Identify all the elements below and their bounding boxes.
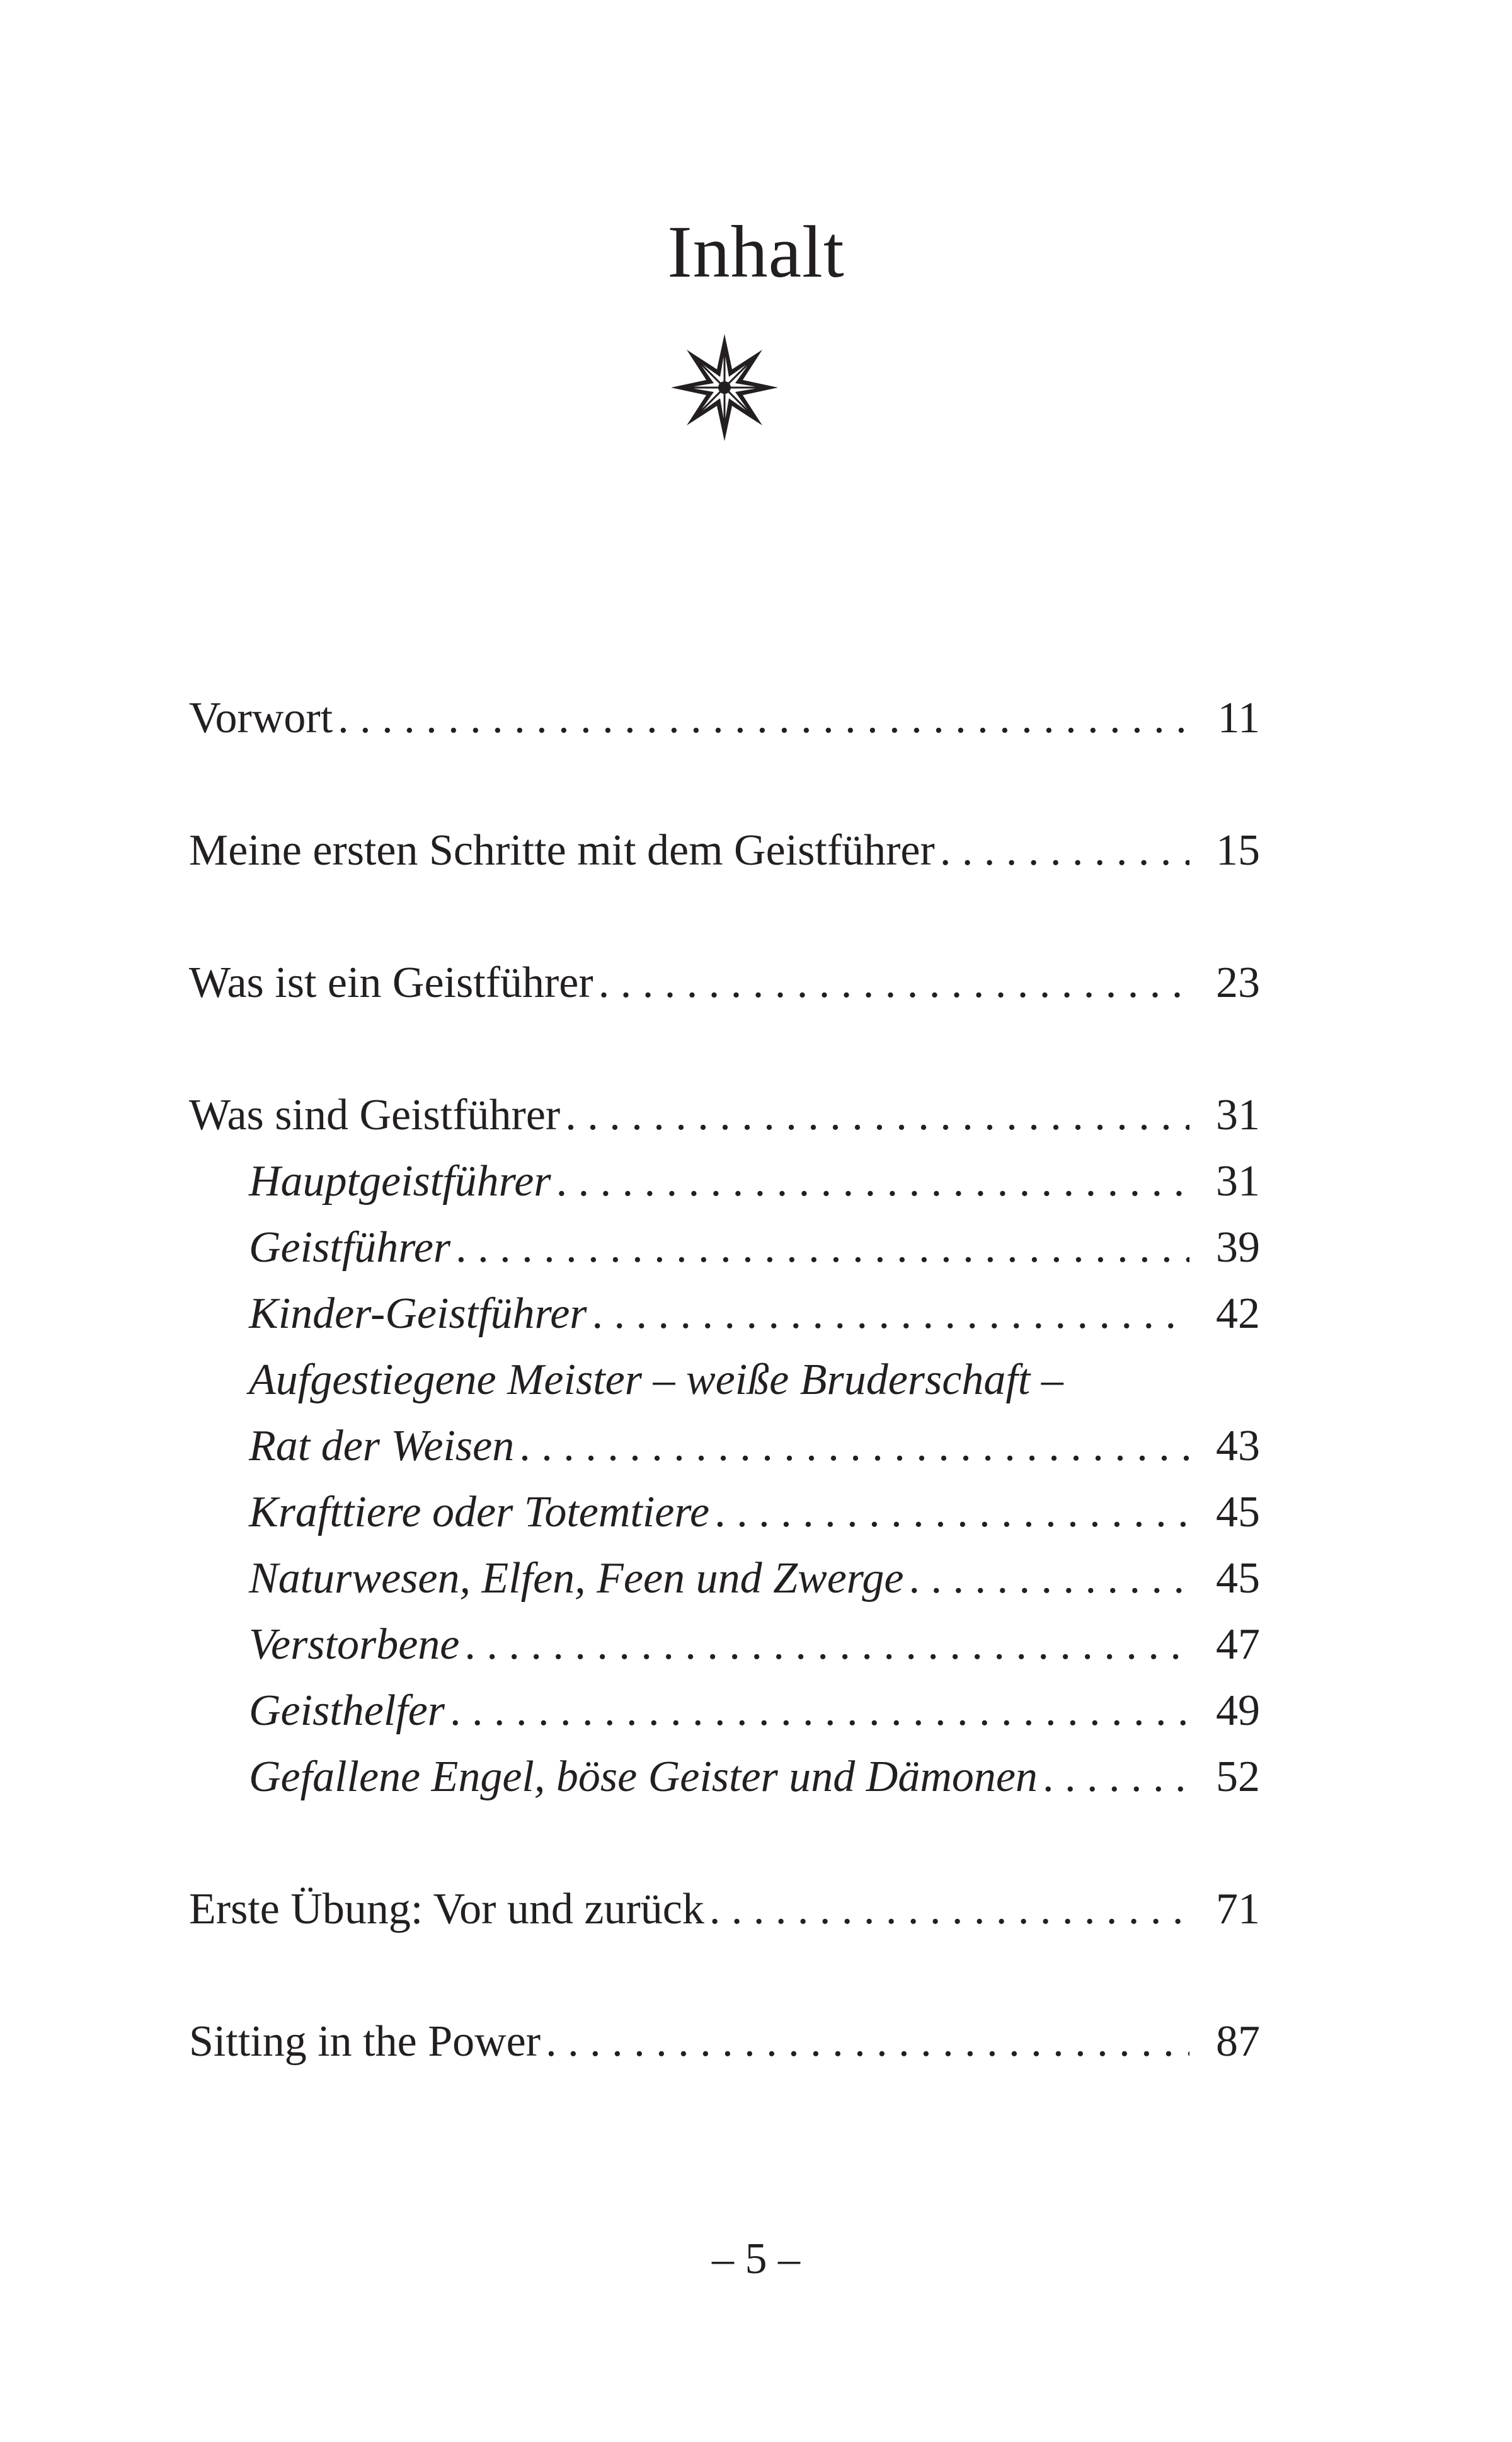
toc-dot-leader (1043, 1746, 1189, 1809)
toc-subentry-label: Geisthelfer (249, 1686, 445, 1735)
toc-entry-page: 23 (1216, 959, 1260, 1007)
toc-subentry[interactable] (249, 1679, 1260, 1742)
toc-dot-leader (464, 1613, 1189, 1676)
toc-subentry[interactable] (249, 1150, 1260, 1213)
toc-subentry-label: Aufgestiegene Meister – weiße Bruderschaft – (249, 1356, 1063, 1404)
toc-entry-page: 71 (1216, 1885, 1260, 1933)
toc-subentry[interactable] (249, 1746, 1260, 1809)
toc-entry[interactable] (189, 1084, 1260, 1147)
toc-entry-label: Erste Übung: Vor und zurück (189, 1885, 704, 1933)
toc-entry-page: 15 (1216, 826, 1260, 875)
toc-entry[interactable] (189, 952, 1260, 1015)
toc-entry[interactable] (189, 687, 1260, 750)
toc-subentry-page: 45 (1216, 1488, 1260, 1536)
toc-dot-leader (940, 819, 1189, 882)
toc-dot-leader (450, 1679, 1189, 1742)
toc-subentry-label: Krafttiere oder Totemtiere (249, 1488, 710, 1536)
toc-subentry-label: Geistführer (249, 1223, 451, 1272)
toc-subentry-line[interactable] (249, 1349, 1260, 1412)
toc-subentry[interactable] (249, 1282, 1260, 1345)
toc-dot-leader (592, 1282, 1189, 1345)
toc-subentry-label: Kinder-Geistführer (249, 1289, 587, 1338)
toc-dot-leader (455, 1216, 1189, 1279)
toc-dot-leader (556, 1150, 1189, 1213)
eight-point-star-icon (668, 331, 781, 444)
toc-entry-label: Sitting in the Power (189, 2017, 541, 2066)
toc-dot-leader (709, 1878, 1189, 1941)
toc-subentry-page: 39 (1216, 1223, 1260, 1272)
toc-dot-leader (519, 1415, 1189, 1478)
toc-entry-page: 11 (1217, 694, 1260, 742)
toc-dot-leader (714, 1481, 1189, 1544)
toc-subentry-page: 43 (1216, 1422, 1260, 1470)
toc-entry-label: Was ist ein Geistführer (189, 959, 593, 1007)
toc-subentry[interactable] (249, 1415, 1260, 1478)
toc-dot-leader (908, 1547, 1189, 1610)
toc-subentry-page: 42 (1216, 1289, 1260, 1338)
toc-entry[interactable] (189, 2010, 1260, 2073)
toc-entry-label: Meine ersten Schritte mit dem Geistführer (189, 826, 935, 875)
toc-dot-leader (598, 952, 1189, 1015)
toc-subentry-label: Verstorbene (249, 1620, 460, 1669)
toc-subentry[interactable] (249, 1613, 1260, 1676)
toc-subentry[interactable] (249, 1216, 1260, 1279)
toc-subentry-page: 47 (1216, 1620, 1260, 1669)
toc-entry[interactable] (189, 819, 1260, 882)
toc-subentry[interactable] (249, 1547, 1260, 1610)
toc-subentry-label: Rat der Weisen (249, 1422, 515, 1470)
toc-subentry-label: Gefallene Engel, böse Geister und Dämonen (249, 1753, 1038, 1801)
toc-dot-leader (565, 1084, 1189, 1147)
toc-entry[interactable] (189, 1878, 1260, 1941)
toc-subentry-page: 52 (1216, 1753, 1260, 1801)
toc-entry-label: Was sind Geistführer (189, 1091, 561, 1139)
toc-subentry-page: 31 (1216, 1157, 1260, 1206)
toc-subentry-label: Hauptgeistführer (249, 1157, 551, 1206)
toc-subentry-page: 45 (1216, 1554, 1260, 1603)
toc-dot-leader (338, 687, 1189, 750)
toc-entry-page: 31 (1216, 1091, 1260, 1139)
toc-subentry-label: Naturwesen, Elfen, Feen und Zwerge (249, 1554, 904, 1603)
page-title: Inhalt (667, 210, 845, 293)
toc-entry-page: 87 (1216, 2017, 1260, 2066)
toc-subentry[interactable] (249, 1481, 1260, 1544)
toc-dot-leader (546, 2010, 1189, 2073)
page-number: – 5 – (712, 2235, 800, 2283)
toc-entry-label: Vorwort (189, 694, 333, 742)
toc-subentry-page: 49 (1216, 1686, 1260, 1735)
